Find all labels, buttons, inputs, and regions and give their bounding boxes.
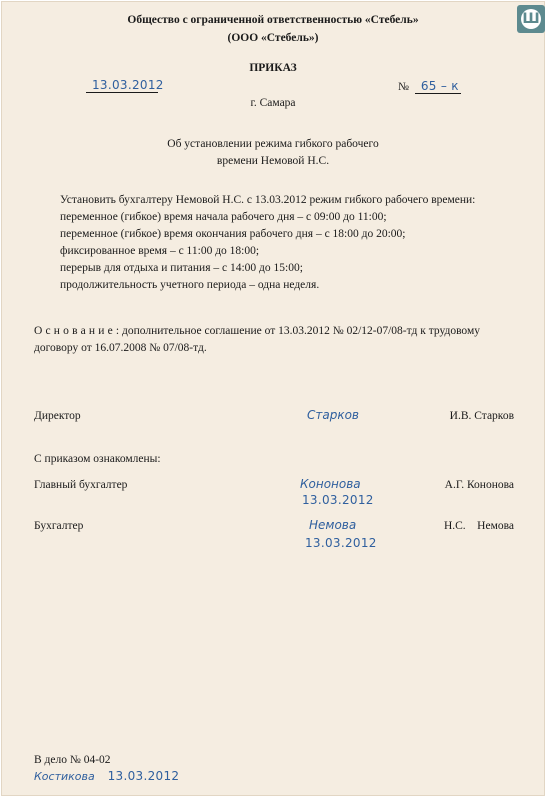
basis-label: Основание xyxy=(34,325,116,337)
subject-line1: Об установлении режима гибкого рабочего xyxy=(167,138,379,150)
accountant-date: 13.03.2012 xyxy=(305,536,377,550)
director-signature: Старков xyxy=(307,408,360,422)
body-line-1: Установить бухгалтеру Немовой Н.С. с 13.03.2012 режим гибкого рабочего времени: xyxy=(60,194,476,206)
director-name: И.В. Старков xyxy=(449,410,514,422)
accountant-signature: Немова xyxy=(309,518,357,532)
order-date-handwritten: 13.03.2012 xyxy=(86,78,158,93)
document-page xyxy=(1,1,545,796)
order-city: г. Самара xyxy=(250,97,296,109)
order-date xyxy=(86,78,164,93)
subject-line2: времени Немовой Н.С. xyxy=(216,155,330,167)
chief-accountant-date: 13.03.2012 xyxy=(302,493,374,507)
order-number xyxy=(398,79,461,94)
body-line-4: фиксированное время – с 11:00 до 18:00; xyxy=(60,245,260,257)
body-line-5: перерыв для отдыха и питания – с 14:00 до 15:00; xyxy=(60,262,303,274)
chief-accountant-signature: Кононова xyxy=(300,477,361,491)
filing-label: В дело № 04-02 xyxy=(34,754,111,766)
filing-signature: Костикова xyxy=(34,770,95,783)
order-title: ПРИКАЗ xyxy=(249,62,297,74)
acknowledged-label: С приказом ознакомлены: xyxy=(34,453,161,465)
basis-text-1: : дополнительное соглашение от 13.03.2012 № 02/12-07/08-тд к трудовому xyxy=(115,325,480,337)
body-line-2: переменное (гибкое) время начала рабочего дня – с 09:00 до 11:00; xyxy=(60,211,387,223)
body-line-3: переменное (гибкое) время окончания рабочего дня – с 18:00 до 20:00; xyxy=(60,228,406,240)
logo-letter: Ш xyxy=(522,11,540,27)
org-name-line2: (ООО «Стебель») xyxy=(227,32,319,44)
filing-signature-row xyxy=(34,769,179,783)
accountant-position: Бухгалтер xyxy=(34,520,84,532)
body-line-6: продолжительность учетного периода – одна неделя. xyxy=(60,279,320,291)
chief-accountant-name: А.Г. Кононова xyxy=(444,479,514,491)
org-name-line1: Общество с ограниченной ответственностью «Стебель» xyxy=(127,14,419,26)
filing-date: 13.03.2012 xyxy=(107,769,180,783)
accountant-name: Н.С. Немова xyxy=(443,520,514,532)
director-position: Директор xyxy=(34,410,81,422)
chief-accountant-position: Главный бухгалтер xyxy=(34,479,128,491)
number-label: № xyxy=(398,81,409,93)
basis-text-2: договору от 16.07.2008 № 07/08-тд. xyxy=(34,342,207,354)
basis-line1 xyxy=(34,325,480,337)
order-number-handwritten: 65 – к xyxy=(415,79,461,94)
